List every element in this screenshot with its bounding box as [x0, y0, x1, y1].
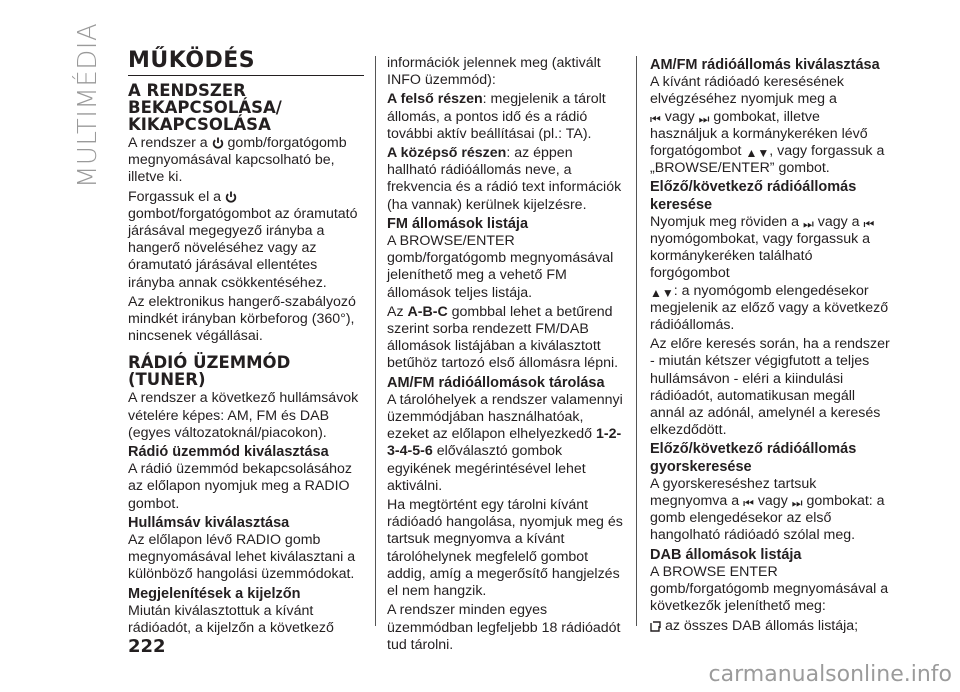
heading-dab-list: DAB állomások listája: [650, 546, 802, 563]
paragraph-volume-control: Az elektronikus hangerő-szabályozó mindkét irányban körbeforog (360°), nincsenek végállásai.: [128, 293, 356, 345]
skip-previous-icon: ⏮: [650, 111, 661, 126]
column-divider: [636, 56, 637, 626]
column-divider: [375, 56, 376, 626]
heading-prev-next-search: Előző/következő rádióállomás keresése: [650, 179, 857, 213]
list-bullet-icon: [650, 621, 661, 632]
paragraph-info-mode: információk jelennek meg (aktivált INFO üzemmód):: [387, 55, 601, 89]
paragraph-radio-button: A rádió üzemmód bekapcsolásához az előlapon nyomjuk meg a RADIO gombot.: [128, 461, 352, 512]
section-side-label: MULTIMÉDIA: [73, 22, 103, 188]
skip-previous-icon: ⏮: [743, 496, 754, 511]
paragraph-auto-stop: Az előre keresés során, ha a rendszer - miután kétszer végigfutott a teljes hullámsávon - eléri a kiindulási rádióadót, automatikusan megáll annál az adónál, amelynél a keresés elkezdődött.: [650, 336, 890, 439]
paragraph-abc-button: Az A-B-C gombbal lehet a betűrend szerint sorba rendezett FM/DAB állomások listájában a kiválasztott betűhöz tartozó első állomásra lépni.: [387, 303, 619, 372]
paragraph-bands: A rendszer a következő hullámsávok vételére képes: AM, FM és DAB (egyes változatoknál/piacokon).: [128, 390, 359, 441]
column-2: [387, 55, 625, 656]
column-3: [650, 55, 890, 637]
paragraph-power: A rendszer a gomb/forgatógomb megnyomásával kapcsolható be, illetve ki.: [128, 135, 347, 186]
heading-display: Megjelenítések a kijelzőn: [128, 585, 301, 602]
heading-select-radio-mode: Rádió üzemmód kiválasztása: [128, 444, 329, 461]
column-1: [128, 50, 364, 639]
paragraph-top-section: A felső részen: megjelenik a tárolt állomás, a pontos idő és a rádió további aktív beállításai (pl.: TA).: [387, 91, 606, 142]
power-icon: [225, 191, 237, 203]
heading-store-stations: AM/FM rádióállomások tárolása: [387, 374, 605, 391]
section-title: MŰKÖDÉS: [128, 50, 364, 76]
paragraph-presets: A tárolóhelyek a rendszer valamennyi üzemmódjában használhatóak, ezeket az előlapon elhelyezkedő 1-2-3-4-5-6 előválasztó gombok egyikének megérintésével lehet aktiválni.: [387, 391, 623, 494]
heading-fast-search: Előző/következő rádióállomás gyorskeresése: [650, 441, 857, 475]
paragraph-store-hold: Ha megtörtént egy tárolni kívánt rádióadó hangolása, nyomjuk meg és tartsuk megnyomva a kívánt tárolóhelynek megfelelő gombot addig, amíg a megerősítő hangjelzés el nem hangzik.: [387, 497, 623, 600]
heading-radio-mode: RÁDIÓ ÜZEMMÓD (TUNER): [128, 353, 291, 390]
heading-band-select: Hullámsáv kiválasztása: [128, 514, 290, 531]
watermark: carmanualsonline.info: [708, 662, 952, 687]
paragraph-prev-next: Nyomjuk meg röviden a ⏭ vagy a ⏮ nyomógombokat, vagy forgassuk a kormánykeréken található forgógombot ▲▼: a nyomógomb elengedésekor megjelenik az előző vagy a következő rádióállomás.: [650, 213, 889, 334]
paragraph-middle-section: A középső részen: az éppen hallható rádióállomás neve, a frekvencia és a rádió text információk (ha vannak) kerülnek kijelzésre.: [387, 145, 622, 213]
arrow-up-icon: ▲: [745, 146, 758, 161]
paragraph-display-info: Miután kiválasztottuk a kívánt rádióadót, a kijelzőn a következő: [128, 602, 334, 637]
paragraph-volume: Forgassuk el a gombot/forgatógombot az óramutató járásával megegyező irányba a hangerő növeléséhez vagy az óramutató járásával ellentétes irányba annak csökkentéséhez.: [128, 188, 358, 291]
paragraph-fm-list: A BROWSE/ENTER gomb/forgatógomb megnyomásával jeleníthető meg a vehető FM állomások teljes listája.: [387, 233, 614, 301]
skip-next-icon: ⏭: [698, 111, 710, 126]
paragraph-tuning-modes: Az előlapon lévő RADIO gomb megnyomásával lehet kiválasztani a különböző hangolási üzemmódokat.: [128, 532, 356, 583]
arrow-down-icon: ▼: [757, 146, 770, 161]
skip-next-icon: ⏭: [791, 496, 803, 511]
paragraph-max-stations: A rendszer minden egyes üzemmódban legfeljebb 18 rádióadót tud tárolni.: [387, 602, 621, 653]
heading-system-on-off: A RENDSZER BEKAPCSOLÁSA/ KIKAPCSOLÁSA: [128, 81, 282, 134]
paragraph-station-search: A kívánt rádióadó keresésének elvégzéséhez nyomjuk meg a ⏮ vagy ⏭ gombokat, illetve használjuk a kormánykeréken lévő forgatógombot ▲▼, vagy forgassuk a „BROWSE/ENTER” gombot.: [650, 74, 885, 177]
paragraph-dab-list: A BROWSE ENTER gomb/forgatógomb megnyomásával a következők jeleníthető meg:: [650, 563, 889, 615]
list-item: az összes DAB állomás listája;: [650, 618, 890, 635]
power-icon: [212, 137, 224, 149]
arrow-up-icon: ▲: [650, 285, 662, 300]
heading-station-select: AM/FM rádióállomás kiválasztása: [650, 57, 880, 73]
arrow-down-icon: ▼: [661, 285, 674, 300]
heading-fm-list: FM állomások listája: [387, 215, 529, 232]
page-number: 222: [128, 636, 166, 657]
paragraph-fast-search: A gyorskereséshez tartsuk megnyomva a ⏮ vagy ⏭ gombokat: a gomb elengedésekor az első hangolható rádióadó szólal meg.: [650, 475, 885, 544]
skip-next-icon: ⏭: [802, 216, 814, 231]
skip-previous-icon: ⏮: [863, 216, 875, 231]
